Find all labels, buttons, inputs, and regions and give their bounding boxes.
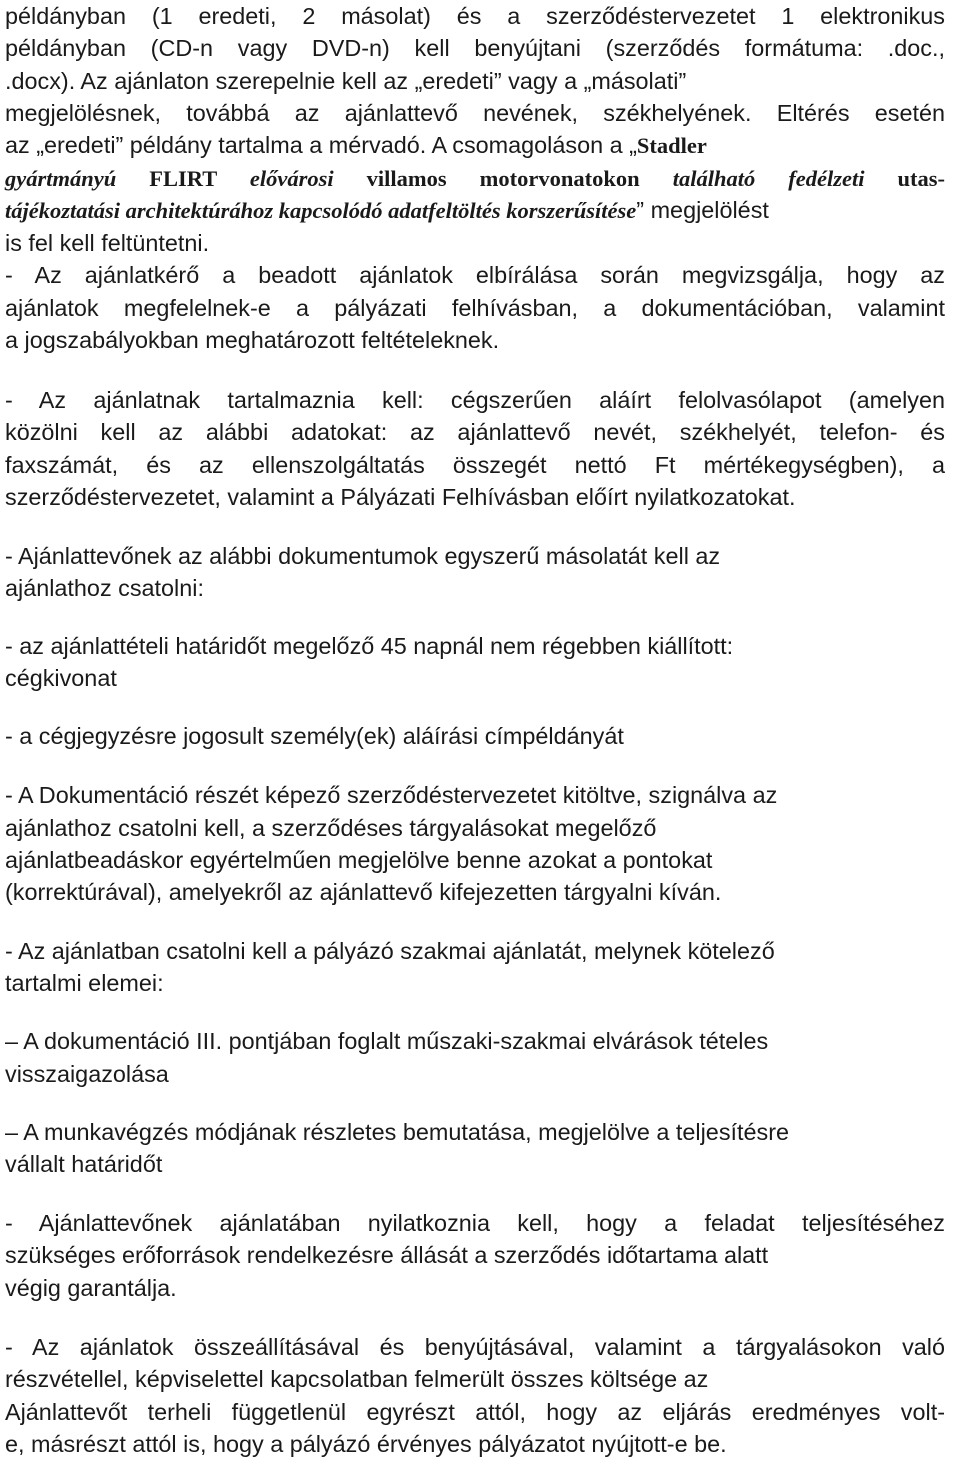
paragraph-text-line: ajánlathoz csatolni: — [5, 575, 204, 601]
paragraph-text-line: ajánlathoz csatolni kell, a szerződéses tárgyalásokat megelőző — [5, 815, 657, 841]
paragraph-text: A csomagoláson a „ — [426, 132, 637, 158]
emphasized-text: található fedélzeti — [672, 166, 898, 191]
paragraph-text-line: .docx). Az ajánlaton szerepelnie kell az „eredeti” vagy a „másolati” — [5, 68, 687, 94]
paragraph-text-line: – A munkavégzés módjának részletes bemutatása, megjelölve a teljesítésre — [5, 1119, 790, 1145]
paragraph-text-line: – A dokumentáció III. pontjában foglalt műszaki-szakmai elvárások tételes — [5, 1028, 769, 1054]
paragraph-mixed-line — [5, 162, 945, 195]
paragraph-text-line: Ajánlattevőt terheli függetlenül egyrészt attól, hogy az eljárás eredményes volt- — [5, 1399, 945, 1425]
paragraph-text-line: végig garantálja. — [5, 1275, 177, 1301]
emphasized-text: villamos motorvonatokon — [366, 166, 673, 191]
paragraph-text-line: - Ajánlattevőnek ajánlatában nyilatkoznia kell, hogy a feladat teljesítéséhez — [5, 1210, 945, 1236]
emphasized-text: Stadler — [636, 133, 707, 158]
paragraph-text-line: - Ajánlattevőnek az alábbi dokumentumok egyszerű másolatát kell az — [5, 543, 721, 569]
emphasized-text: utas- — [897, 166, 945, 191]
emphasized-text: elővárosi — [249, 166, 367, 191]
paragraph-text-line: közölni kell az alábbi adatokat: az ajánlattevő nevét, székhelyét, telefon- és — [5, 419, 945, 445]
paragraph-text-line: - Az ajánlatok összeállításával és benyújtásával, valamint a tárgyalásokon való — [5, 1334, 945, 1360]
paragraph-text: ” megjelölést — [636, 197, 769, 223]
paragraph-text-line: - Az ajánlatban csatolni kell a pályázó szakmai ajánlatát, melynek kötelező — [5, 938, 775, 964]
paragraph-text-line: részvétellel, képviselettel kapcsolatban felmerült összes költsége az — [5, 1366, 709, 1392]
paragraph-text-line: visszaigazolása — [5, 1061, 169, 1087]
paragraph-text-line: - A Dokumentáció részét képező szerződéstervezetet kitöltve, szignálva az — [5, 782, 778, 808]
paragraph-mixed-line — [5, 129, 707, 162]
paragraph-text-line: a jogszabályokban meghatározott feltételeknek. — [5, 327, 500, 353]
paragraph-text-line: vállalt határidőt — [5, 1151, 163, 1177]
paragraph-text-line: - a cégjegyzésre jogosult személy(ek) aláírási címpéldányát — [5, 723, 624, 749]
paragraph-text-line: példányban (1 eredeti, 2 másolat) és a szerződéstervezetet 1 elektronikus — [5, 3, 945, 29]
emphasized-text: gyártmányú — [5, 166, 150, 191]
paragraph-text-line: e, másrészt attól is, hogy a pályázó érvényes pályázatot nyújtott-e be. — [5, 1431, 727, 1457]
paragraph-text-line: szerződéstervezetet, valamint a Pályázati Felhívásban előírt nyilatkozatokat. — [5, 484, 796, 510]
paragraph-text-line: tartalmi elemei: — [5, 970, 164, 996]
paragraph-text-line: ajánlatbeadáskor egyértelműen megjelölve benne azokat a pontokat — [5, 847, 713, 873]
paragraph-text-line: - az ajánlattételi határidőt megelőző 45 napnál nem régebben kiállított: — [5, 633, 734, 659]
paragraph-text-line: - Az ajánlatnak tartalmaznia kell: cégszerűen aláírt felolvasólapot (amelyen — [5, 387, 945, 413]
paragraph-text-line: - Az ajánlatkérő a beadott ajánlatok elbírálása során megvizsgálja, hogy az — [5, 262, 945, 288]
paragraph-text-line: faxszámát, és az ellenszolgáltatás összegét nettó Ft mértékegységben), a — [5, 452, 945, 478]
paragraph-text-line: cégkivonat — [5, 665, 117, 691]
paragraph-text-line: példányban (CD-n vagy DVD-n) kell benyújtani (szerződés formátuma: .doc., — [5, 35, 945, 61]
emphasized-text: FLIRT — [149, 166, 250, 191]
paragraph-mixed-line — [5, 194, 769, 227]
paragraph-text-line: megjelölésnek, továbbá az ajánlattevő nevének, székhelyének. Eltérés esetén — [5, 100, 945, 126]
paragraph-text: az „eredeti” példány tartalma a mérvadó. — [5, 132, 427, 158]
paragraph-text-line: szükséges erőforrások rendelkezésre állását a szerződés időtartama alatt — [5, 1242, 769, 1268]
paragraph-text-line: ajánlatok megfelelnek-e a pályázati felhívásban, a dokumentációban, valamint — [5, 295, 945, 321]
emphasized-text: tájékoztatási architektúrához kapcsolódó adatfeltöltés korszerűsítése — [5, 198, 637, 223]
paragraph-text-line: (korrektúrával), amelyekről az ajánlattevő kifejezetten tárgyalni kíván. — [5, 879, 722, 905]
paragraph-text-line: is fel kell feltüntetni. — [5, 230, 210, 256]
